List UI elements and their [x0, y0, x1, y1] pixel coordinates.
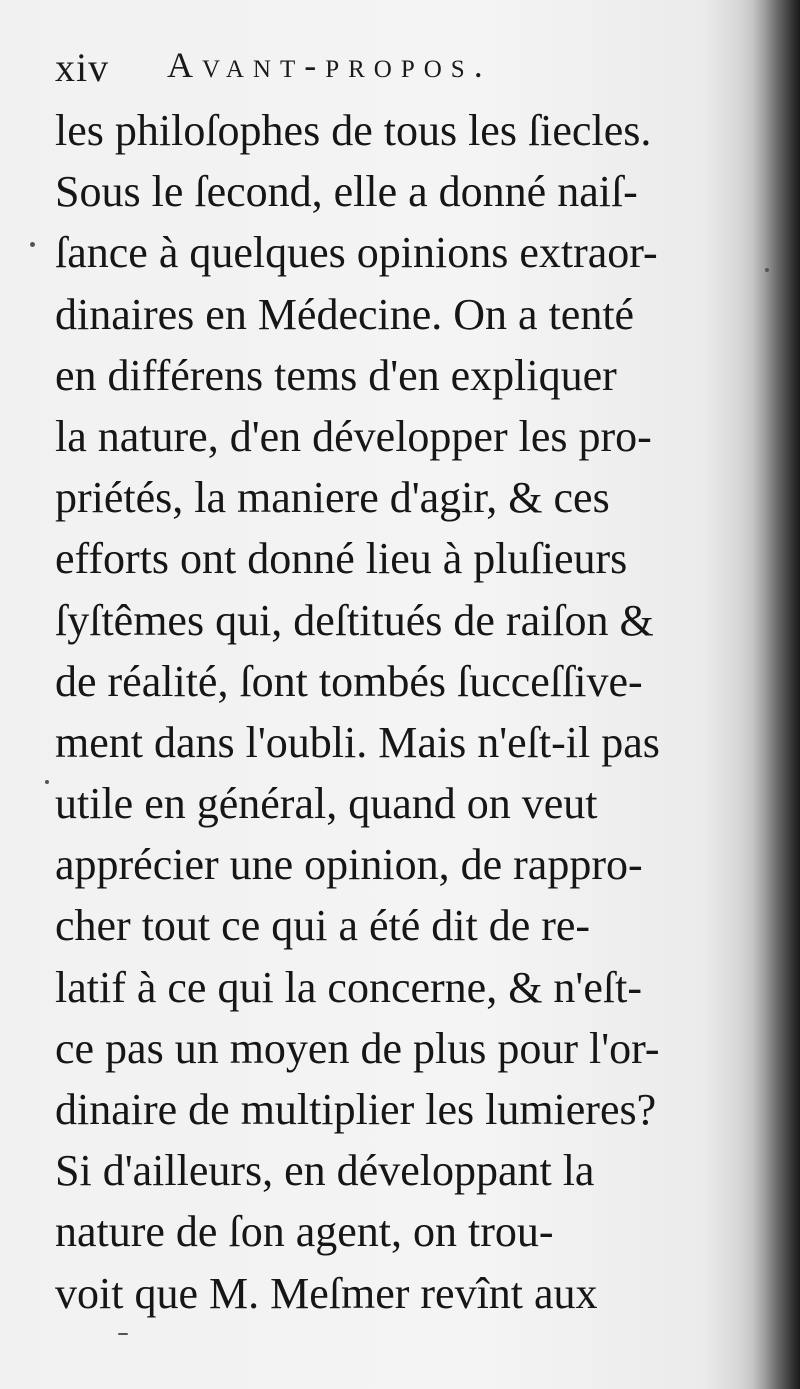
- text-line: utile en général, quand on veut: [55, 779, 598, 829]
- page-gutter-shadow: [740, 0, 800, 1389]
- running-head: Avant-propos.: [167, 45, 492, 85]
- text-line: de réalité, ſont tombés ſucceſſive-: [55, 656, 643, 706]
- text-line: en différens tems d'en expliquer: [55, 350, 617, 400]
- paper-speck: [765, 268, 769, 272]
- text-line: apprécier une opinion, de rappro-: [55, 840, 643, 890]
- text-line: Si d'ailleurs, en développant la: [55, 1146, 595, 1196]
- paper-speck: [45, 780, 49, 784]
- text-line: voit que M. Meſmer revînt aux: [55, 1268, 598, 1318]
- text-line: nature de ſon agent, on trou-: [55, 1207, 554, 1257]
- text-line: dinaires en Médecine. On a tenté: [55, 289, 635, 339]
- text-line: dinaire de multiplier les lumieres?: [55, 1085, 657, 1134]
- text-line: ſance à quelques opinions extraor-: [55, 228, 658, 278]
- text-line: ce pas un moyen de plus pour l'or-: [55, 1023, 660, 1073]
- text-line: Sous le ſecond, elle a donné naiſ-: [55, 167, 638, 217]
- page-number: xiv: [55, 45, 110, 90]
- text-line: les philoſophes de tous les ſiecles.: [55, 106, 652, 155]
- paper-speck: [118, 1333, 128, 1335]
- paper-speck: [30, 242, 35, 247]
- text-line: la nature, d'en développer les pro-: [55, 411, 652, 461]
- text-line: priétés, la maniere d'agir, & ces: [55, 473, 610, 523]
- page-header: [55, 38, 695, 98]
- body-text: [55, 100, 705, 1324]
- text-line: efforts ont donné lieu à pluſieurs: [55, 534, 628, 584]
- text-line: cher tout ce qui a été dit de re-: [55, 901, 591, 951]
- text-line: latif à ce qui la concerne, & n'eſt-: [55, 962, 642, 1012]
- text-line: ment dans l'oubli. Mais n'eſt-il pas: [55, 717, 660, 767]
- text-line: ſyſtêmes qui, deſtitués de raiſon &: [55, 595, 654, 645]
